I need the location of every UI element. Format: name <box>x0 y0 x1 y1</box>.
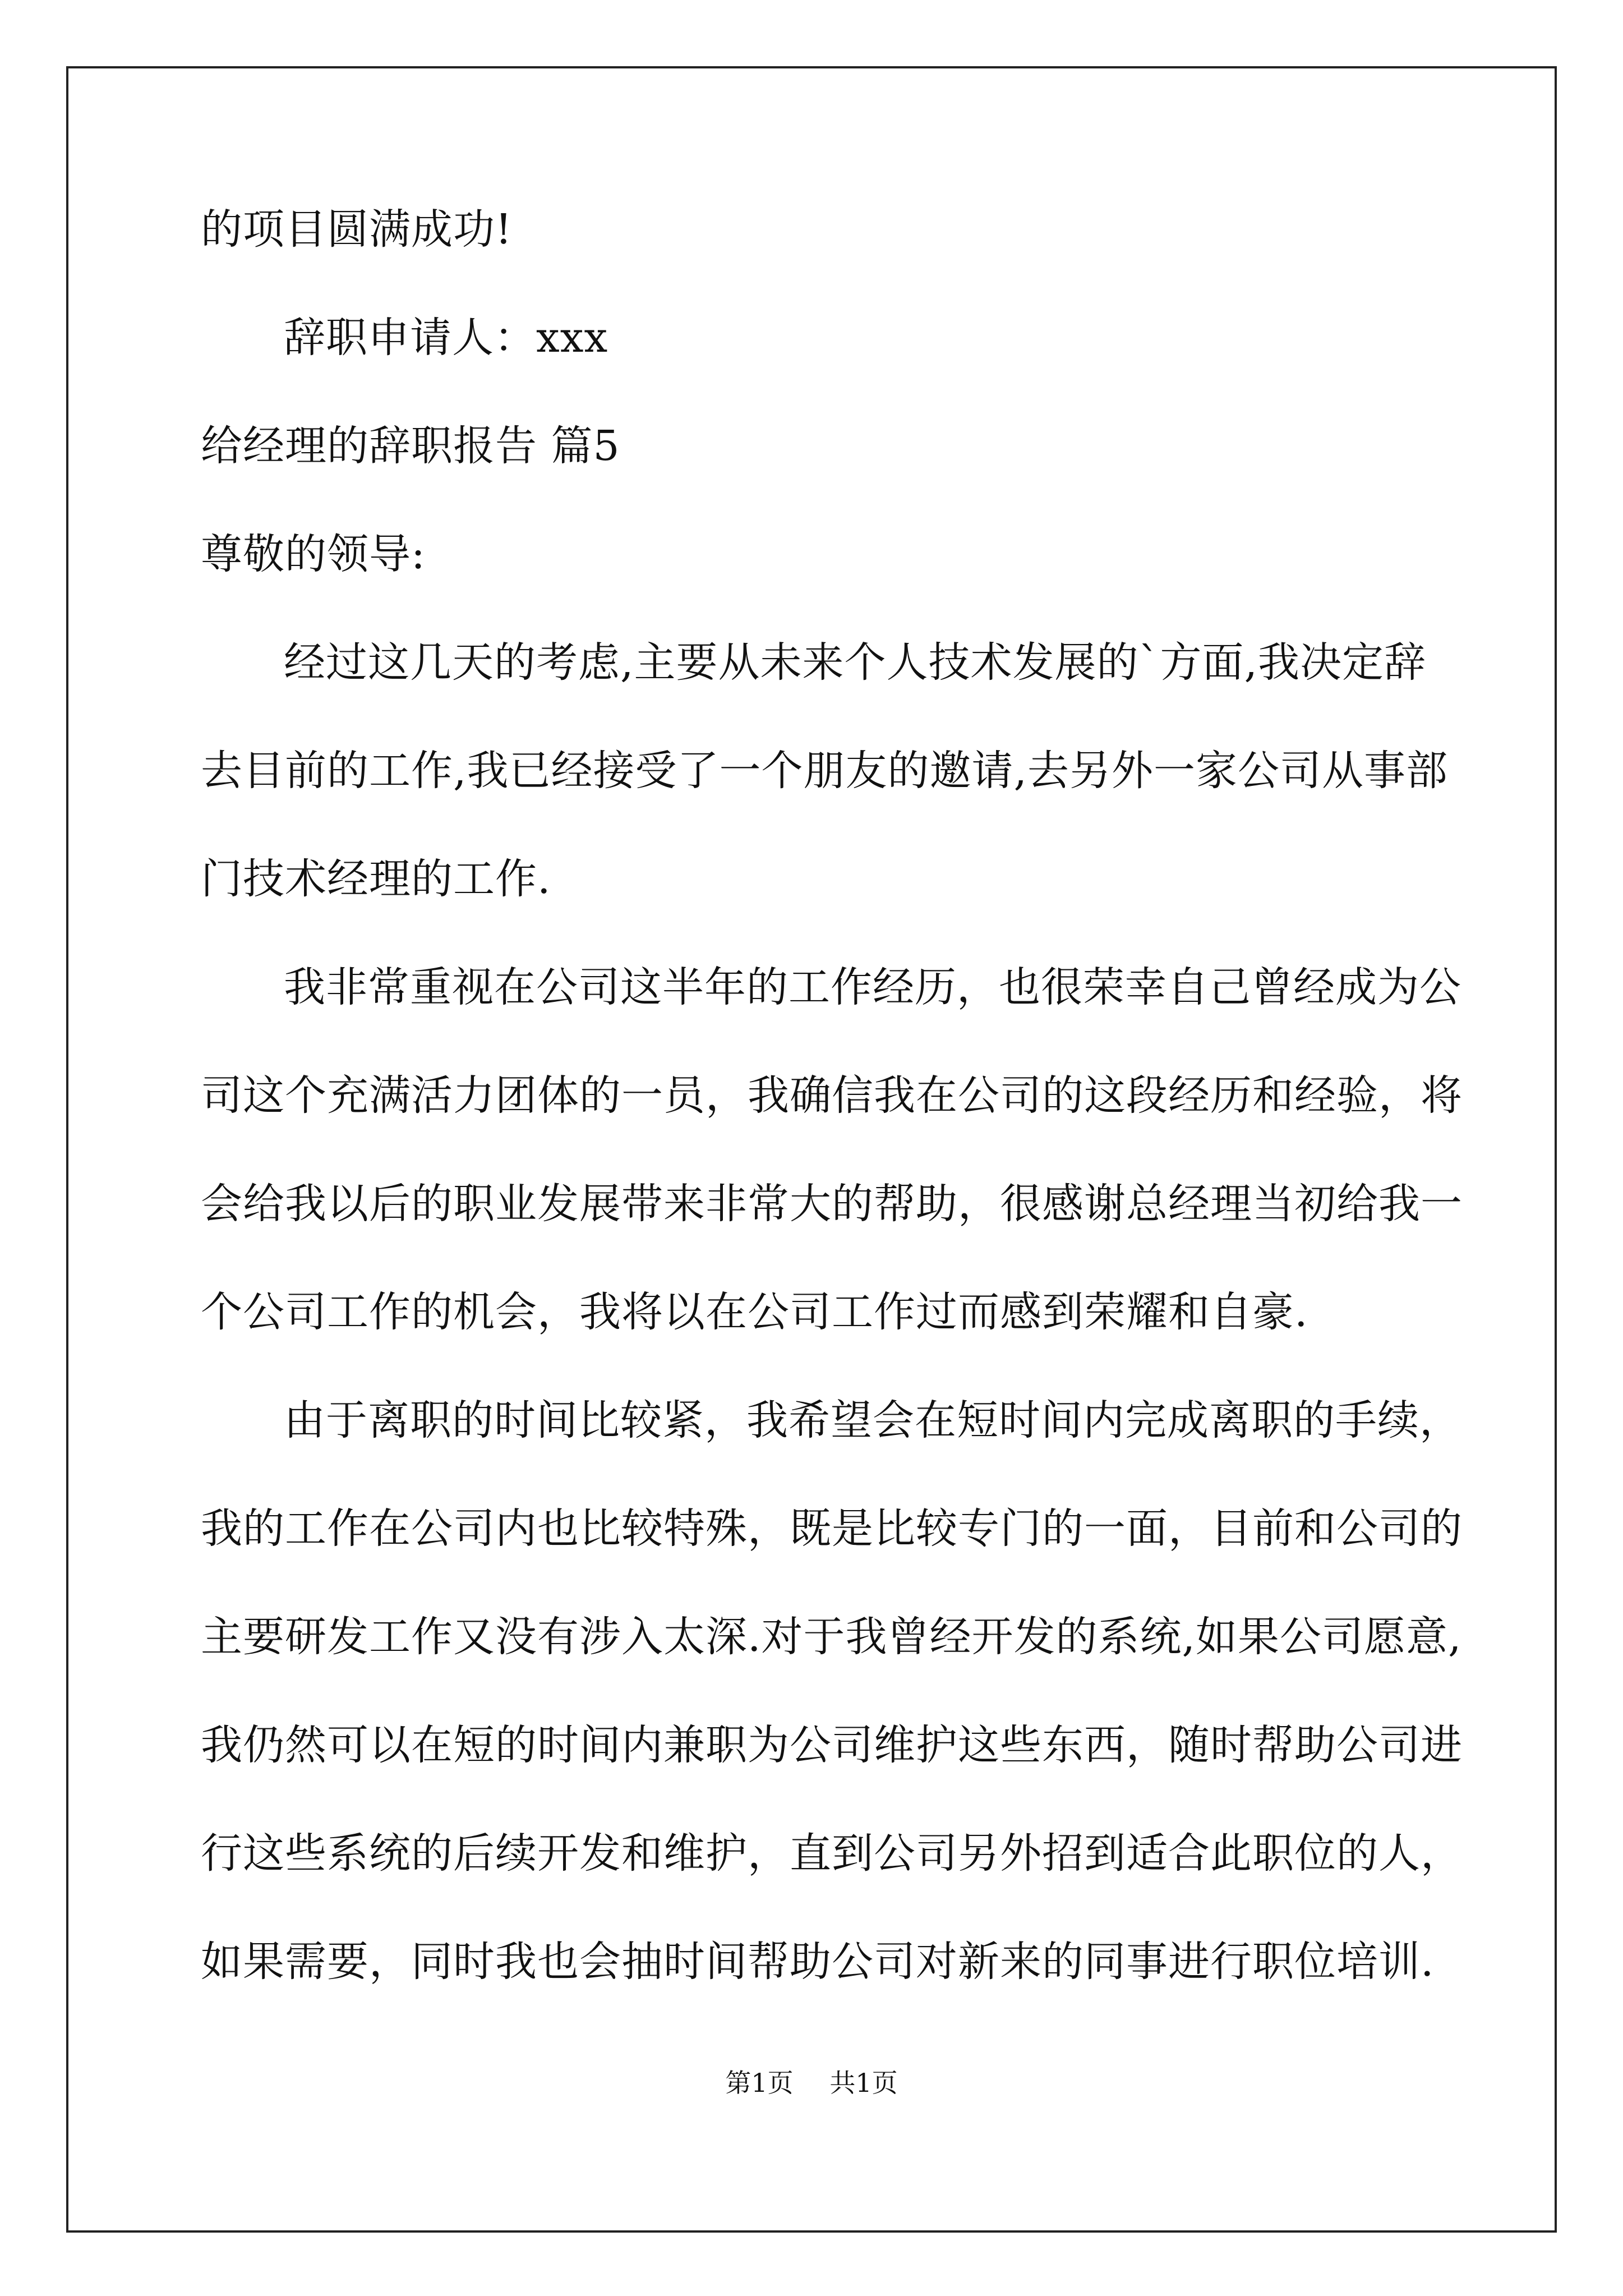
text-line: 的项目圆满成功! <box>201 205 513 254</box>
paragraph-line: 我仍然可以在短的时间内兼职为公司维护这些东西，随时帮助公司进 <box>201 1721 1463 1769</box>
paragraph-line: 我非常重视在公司这半年的工作经历，也很荣幸自己曾经成为公 <box>284 963 1461 1011</box>
page-number: 第1页 <box>725 2068 794 2098</box>
paragraph-line: 会给我以后的职业发展带来非常大的帮助，很感谢总经理当初给我一 <box>201 1180 1463 1228</box>
page-footer <box>0 2070 1623 2096</box>
paragraph-line: 个公司工作的机会，我将以在公司工作过而感到荣耀和自豪. <box>201 1288 1308 1336</box>
page-total: 共1页 <box>829 2068 898 2098</box>
paragraph-line: 门技术经理的工作. <box>201 855 551 903</box>
paragraph-line: 经过这几天的考虑,主要从未来个人技术发展的`方面,我决定辞 <box>284 638 1427 687</box>
paragraph-line: 由于离职的时间比较紧，我希望会在短时间内完成离职的手续， <box>284 1396 1461 1444</box>
salutation: 尊敬的领导: <box>201 530 426 578</box>
paragraph-line: 去目前的工作,我已经接受了一个朋友的邀请,去另外一家公司从事部 <box>201 747 1449 795</box>
document-body <box>201 205 1463 2049</box>
paragraph-line: 我的工作在公司内也比较特殊，既是比较专门的一面，目前和公司的 <box>201 1504 1463 1553</box>
paragraph-line: 司这个充满活力团体的一员，我确信我在公司的这段经历和经验，将 <box>201 1071 1463 1120</box>
paragraph-line: 行这些系统的后续开发和维护，直到公司另外招到适合此职位的人， <box>201 1829 1463 1878</box>
section-heading: 给经理的辞职报告 篇5 <box>201 422 620 470</box>
signature-line: 辞职申请人：xxx <box>284 314 608 362</box>
paragraph-line: 如果需要，同时我也会抽时间帮助公司对新来的同事进行职位培训. <box>201 1938 1435 1986</box>
paragraph-line: 主要研发工作又没有涉入太深.对于我曾经开发的系统,如果公司愿意, <box>201 1613 1462 1661</box>
